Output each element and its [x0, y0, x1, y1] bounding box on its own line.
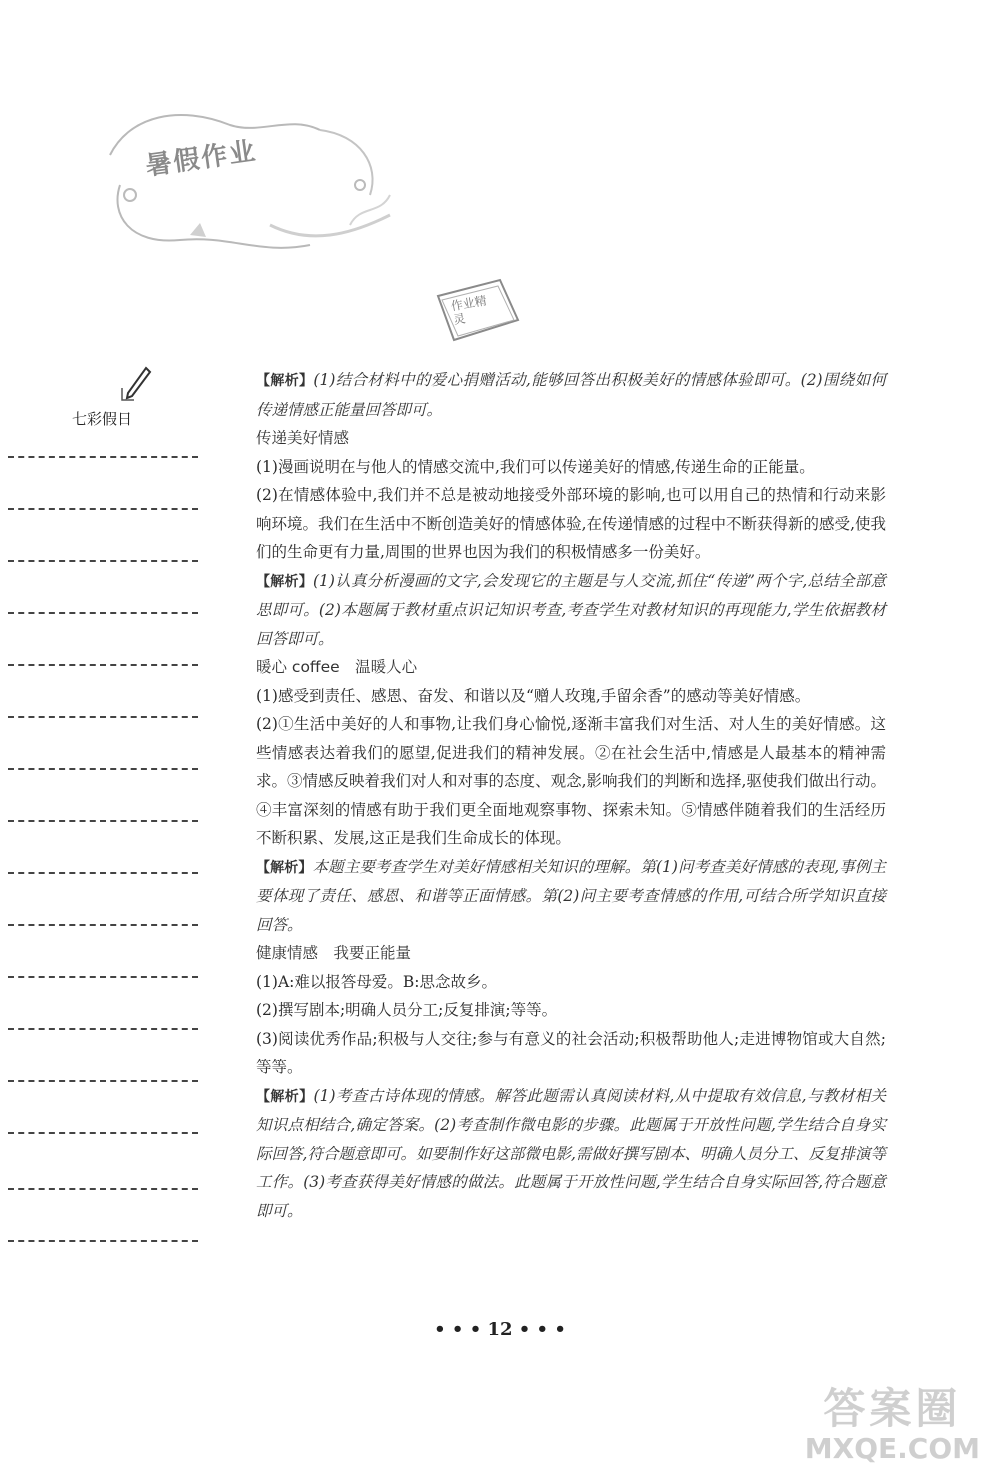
- answer-line: [8, 1188, 198, 1190]
- analysis-paragraph: 【解析】本题主要考查学生对美好情感相关知识的理解。第(1)问考查美好情感的表现,事例主要体现了责任、感恩、和谐等正面情感。第(2)问主要考查情感的作用,可结合所学知识直接回答。: [256, 857, 887, 934]
- answer-content: [256, 366, 886, 1225]
- answer-paragraph: (1)漫画说明在与他人的情感交流中,我们可以传递美好的情感,传递生命的正能量。: [256, 457, 815, 476]
- answer-line: [8, 1240, 198, 1242]
- answer-line: [8, 456, 198, 458]
- analysis-tag: 【解析】: [256, 1088, 314, 1105]
- answer-paragraph: (2)在情感体验中,我们并不总是被动地接受外部环境的影响,也可以用自己的热情和行动来影响环境。我们在生活中不断创造美好的情感体验,在传递情感的过程中不断获得新的感受,使我们的生命更有力量,周围的世界也因为我们的积极情感多一份美好。: [256, 486, 886, 561]
- section-heading: 传递美好情感: [256, 429, 350, 447]
- pen-icon: [120, 366, 152, 406]
- analysis-tag: 【解析】: [256, 859, 313, 876]
- answer-line: [8, 820, 198, 822]
- answer-line: [8, 664, 198, 666]
- answer-line: [8, 560, 198, 562]
- section-1: [256, 366, 886, 424]
- analysis-paragraph: 【解析】(1)结合材料中的爱心捐赠活动,能够回答出积极美好的情感体验即可。(2)围绕如何传递情感正能量回答即可。: [256, 371, 887, 419]
- answer-line: [8, 976, 198, 978]
- answer-paragraph: (2)撰写剧本;明确人员分工;反复排演;等等。: [256, 1001, 558, 1019]
- section-4: [256, 939, 886, 1225]
- header-title: 暑假作业: [143, 136, 259, 182]
- section-heading: 暖心 coffee 温暖人心: [256, 658, 418, 676]
- watermark-logo: 答案圈: [823, 1384, 962, 1433]
- answer-line: [8, 1028, 198, 1030]
- answer-line: [8, 612, 198, 614]
- analysis-tag: 【解析】: [256, 573, 313, 590]
- analysis-tag: 【解析】: [256, 373, 314, 389]
- watermark-url: MXQE.COM: [804, 1432, 980, 1465]
- answer-line: [8, 1080, 198, 1082]
- stamp-text: 作业精灵: [449, 293, 488, 328]
- section-heading: 健康情感 我要正能量: [256, 944, 412, 962]
- answer-paragraph: (3)阅读优秀作品;积极与人交往;参与有意义的社会活动;积极帮助他人;走进博物馆或大自然;等等。: [256, 1029, 886, 1076]
- section-3: [256, 653, 886, 939]
- answer-line: [8, 508, 198, 510]
- answer-line: [8, 872, 198, 874]
- answer-paragraph: (1)A:难以报答母爱。B:思念故乡。: [256, 972, 497, 991]
- header-ornament: [90, 95, 410, 265]
- answer-line: [8, 716, 198, 718]
- answer-line: [8, 768, 198, 770]
- watermark: [805, 1376, 980, 1465]
- answer-line: [8, 1132, 198, 1134]
- answer-paragraph: (1)感受到责任、感恩、奋发、和谐以及“赠人玫瑰,手留余香”的感动等美好情感。: [256, 686, 811, 705]
- section-2: [256, 424, 886, 653]
- answer-paragraph: (2)①生活中美好的人和事物,让我们身心愉悦,逐渐丰富我们对生活、对人生的美好情感。这些情感表达着我们的愿望,促进我们的精神发展。②在社会生活中,情感是人最基本的精神需求。③情感反映着我们对人和对事的态度、观念,影响我们的判断和选择,驱使我们做出行动。④丰富深刻的情感有助于我们更全面地观察事物、探索未知。⑤情感伴随着我们的生活经历不断积累、发展,这正是我们生命成长的体现。: [256, 715, 886, 847]
- answer-line: [8, 924, 198, 926]
- analysis-paragraph: 【解析】(1)考查古诗体现的情感。解答此题需认真阅读材料,从中提取有效信息,与教材相关知识点相结合,确定答案。(2)考查制作微电影的步骤。此题属于开放性问题,学生结合自身实际回答,符合题意即可。如要制作好这部微电影,需做好撰写剧本、明确人员分工、反复排演等工作。(3)考查获得美好情感的做法。此题属于开放性问题,学生结合自身实际回答,符合题意即可。: [256, 1086, 887, 1220]
- sidebar-label: 七彩假日: [72, 410, 133, 428]
- analysis-paragraph: 【解析】(1)认真分析漫画的文字,会发现它的主题是与人交流,抓住“传递”两个字,总结全部意思即可。(2)本题属于教材重点识记知识考查,考查学生对教材知识的再现能力,学生依据教材回答即可。: [256, 571, 887, 648]
- page-number: • • • 12 • • •: [434, 1319, 566, 1340]
